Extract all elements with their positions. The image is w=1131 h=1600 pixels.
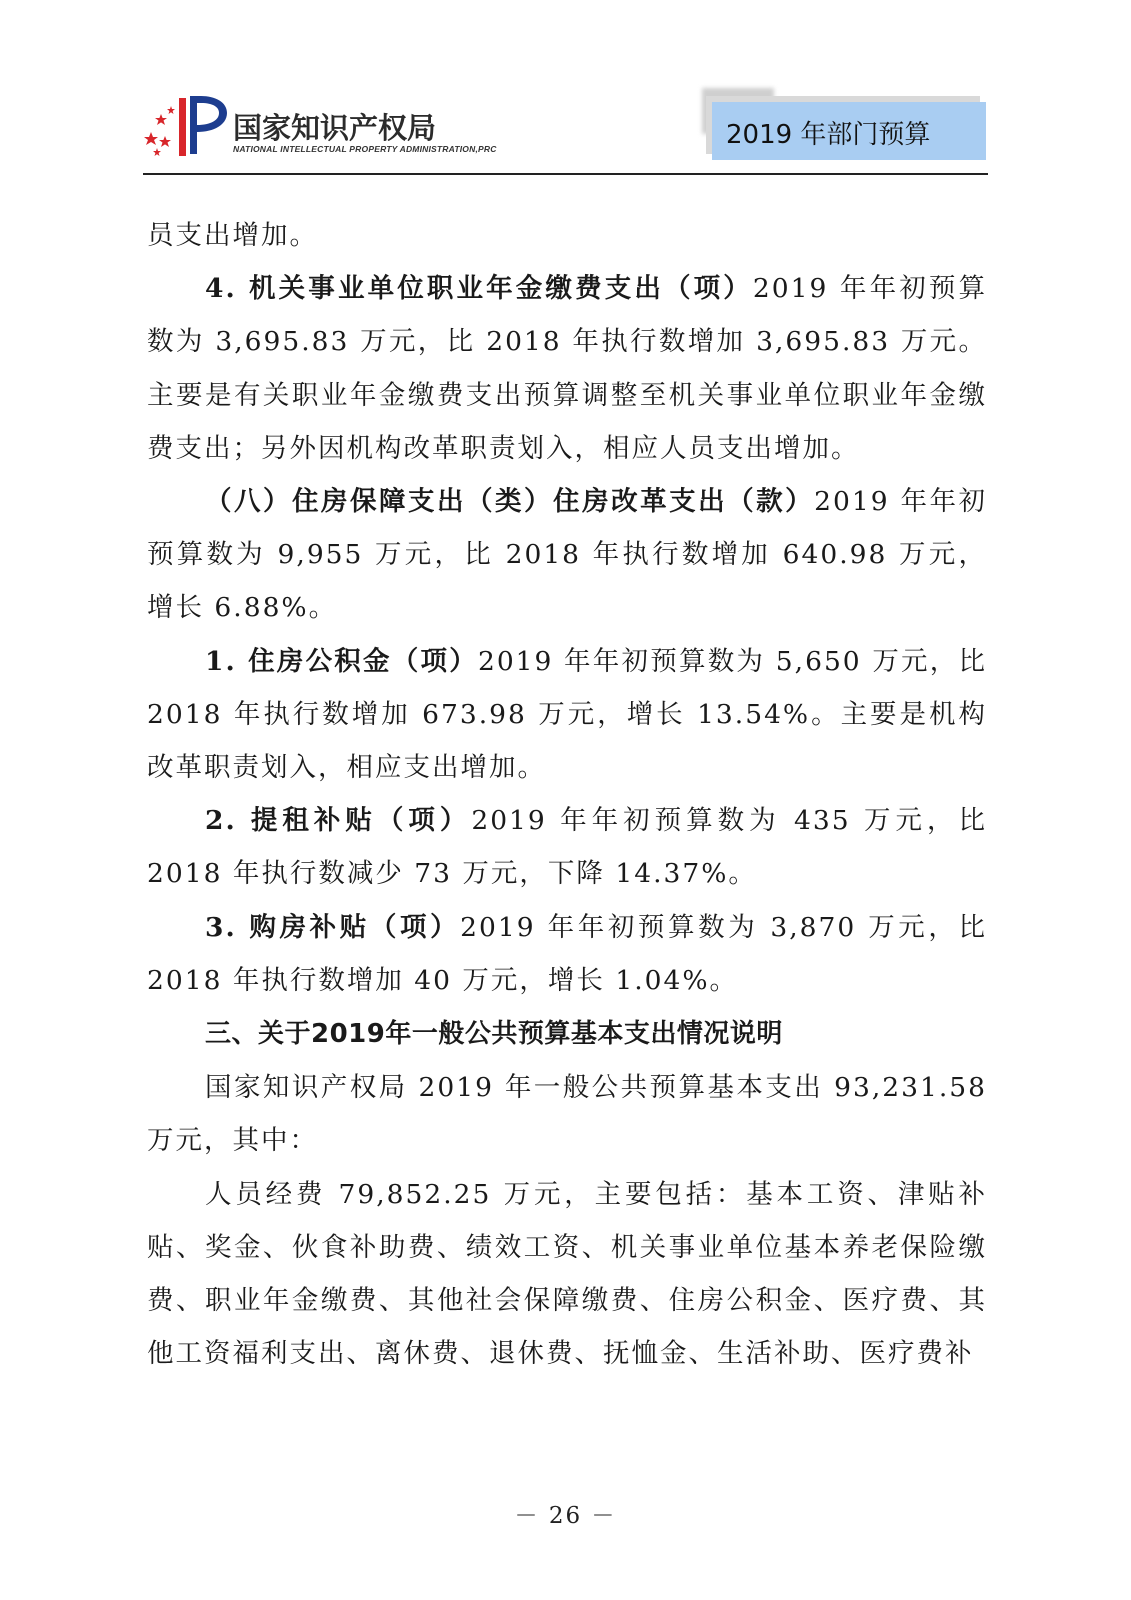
paragraph-text: 员支出增加。: [147, 220, 318, 251]
paragraph-text: 2019 年年初预算数为 5,650 万元，比 2018 年执行数增加 673.98 万元，增长 13.54%。主要是机构改革职责划入，相应支出增加。: [147, 645, 988, 784]
paragraph: [147, 1007, 987, 1061]
document-body: [147, 209, 987, 1380]
logo-english-name: NATIONAL INTELLECTUAL PROPERTY ADMINISTRATION,PRC: [233, 144, 497, 154]
paragraph: [147, 209, 987, 262]
paragraph-text: 2019 年年初预算数为 435 万元，比 2018 年执行数减少 73 万元，下降 14.37%。: [147, 805, 988, 890]
paragraph: [147, 901, 987, 1007]
item-heading: 2. 提租补贴（项）: [205, 805, 472, 837]
paragraph-text: 国家知识产权局 2019 年一般公共预算基本支出 93,231.58 万元，其中：: [147, 1072, 987, 1157]
header-divider: [143, 173, 988, 175]
paragraph: [147, 262, 987, 475]
star-icon: [155, 114, 167, 125]
paragraph-text: 人员经费 79,852.25 万元，主要包括：基本工资、津贴补贴、奖金、伙食补助费、绩效工资、机关事业单位基本养老保险缴费、职业年金缴费、其他社会保障缴费、住房公积金、医疗费、其他工资福利支出、离休费、退休费、抚恤金、生活补助、医疗费补: [147, 1178, 987, 1370]
section-heading: 三、关于2019年一般公共预算基本支出情况说明: [205, 1019, 783, 1050]
paragraph: [147, 1061, 987, 1167]
paragraph-text: 2019 年年初预算数为 3,695.83 万元，比 2018 年执行数增加 3,695.83 万元。主要是有关职业年金缴费支出预算调整至机关事业单位职业年金缴费支出；另外因机构改革职责划入，相应人员支出增加。: [147, 273, 987, 464]
item-heading: 1. 住房公积金（项）: [205, 645, 478, 677]
star-icon: [159, 136, 171, 147]
budget-year-badge: [712, 102, 986, 160]
paragraph: [147, 794, 987, 900]
paragraph-text: 2019 年年初预算数为 9,955 万元，比 2018 年执行数增加 640.98 万元，增长 6.88%。: [147, 486, 987, 624]
cnipa-emblem-icon: [143, 92, 231, 160]
paragraph-text: 2019 年年初预算数为 3,870 万元，比 2018 年执行数增加 40 万元，增长 1.04%。: [147, 911, 988, 996]
page-number: － 26 －: [514, 1503, 617, 1529]
badge-label: 2019 年部门预算: [726, 120, 931, 150]
category-heading: （八）住房保障支出（类）住房改革支出（款）: [205, 486, 815, 518]
item-heading: 4. 机关事业单位职业年金缴费支出（项）: [205, 273, 753, 305]
cnipa-logo: [143, 92, 523, 162]
star-icon: [167, 106, 175, 114]
paragraph: [147, 1168, 987, 1381]
paragraph: [147, 475, 987, 635]
page-header: [0, 0, 1131, 180]
star-icon: [153, 148, 161, 156]
paragraph: [147, 635, 987, 795]
star-icon: [144, 132, 158, 145]
logo-chinese-name: 国家知识产权局: [233, 111, 437, 145]
item-heading: 3. 购房补贴（项）: [205, 911, 461, 943]
